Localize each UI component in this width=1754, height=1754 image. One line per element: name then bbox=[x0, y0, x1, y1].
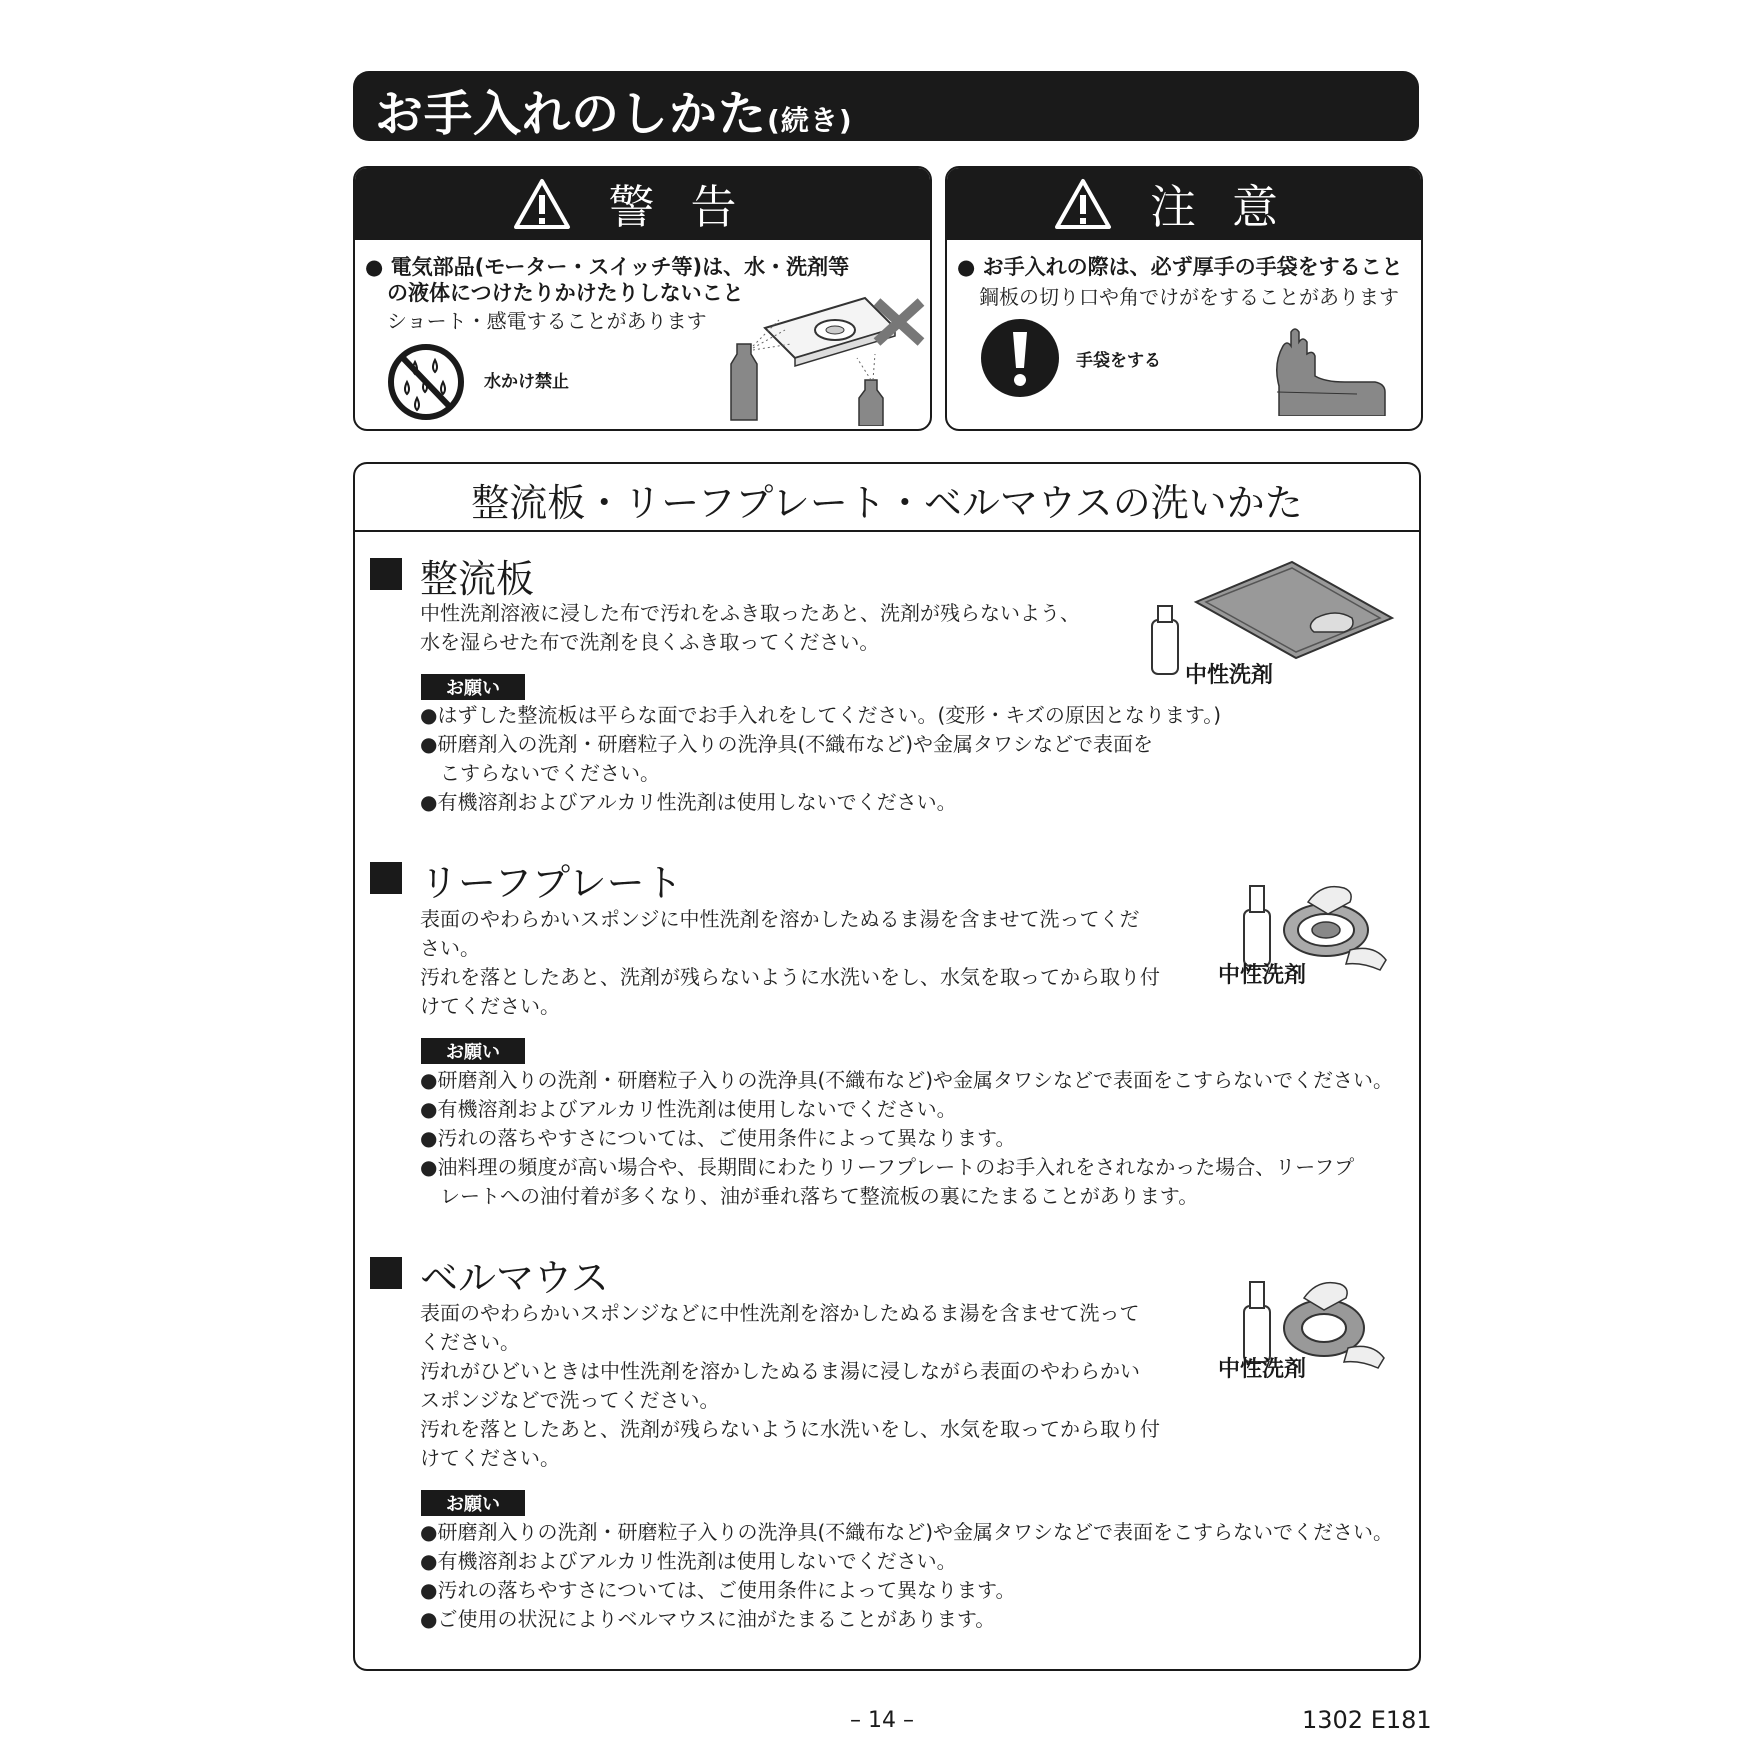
request-badge: お願い bbox=[421, 1038, 525, 1064]
warning-note: ショート・感電することがあります bbox=[387, 309, 707, 333]
section-body-line: 表面のやわらかいスポンジなどに中性洗剤を溶かしたぬるま湯を含ませて洗って bbox=[420, 1301, 1140, 1325]
caution-note: 鋼板の切り口や角でけがをすることがあります bbox=[979, 285, 1399, 309]
section-marker-square bbox=[370, 862, 402, 894]
section-marker-square bbox=[370, 1257, 402, 1289]
page-number: – 14 – bbox=[850, 1708, 914, 1733]
main-header-divider bbox=[353, 530, 1421, 532]
request-bullet: こすらないでください。 bbox=[420, 761, 660, 785]
mandatory-action-icon bbox=[980, 318, 1060, 398]
warning-box bbox=[353, 166, 932, 431]
main-section-title: 整流板・リーフプレート・ベルマウスの洗いかた bbox=[471, 481, 1303, 525]
section-body-line: けてください。 bbox=[420, 994, 560, 1018]
request-bullet: ●はずした整流板は平らな面でお手入れをしてください。(変形・キズの原因となります。) bbox=[420, 703, 1222, 727]
request-bullet: ●研磨剤入の洗剤・研磨粒子入りの洗浄具(不織布など)や金属タワシなどで表面を bbox=[420, 732, 1154, 756]
glove-label: 手袋をする bbox=[1076, 351, 1161, 371]
section-body-line: けてください。 bbox=[420, 1446, 560, 1470]
section-body-line: スポンジなどで洗ってください。 bbox=[420, 1388, 720, 1412]
request-bullet: ●油料理の頻度が高い場合や、長期間にわたりリーフプレートのお手入れをされなかった場合、リーフプ bbox=[420, 1155, 1355, 1179]
detergent-label: 中性洗剤 bbox=[1218, 963, 1307, 988]
section-body-line: ください。 bbox=[420, 1330, 520, 1354]
section-body-line: さい。 bbox=[420, 936, 480, 960]
document-code: 1302 E181 bbox=[1302, 1706, 1432, 1734]
section-marker-square bbox=[370, 558, 402, 590]
request-bullet: レートへの油付着が多くなり、油が垂れ落ちて整流板の裏にたまることがあります。 bbox=[420, 1184, 1199, 1208]
section-body-line: 汚れを落としたあと、洗剤が残らないように水洗いをし、水気を取ってから取り付 bbox=[420, 1417, 1160, 1441]
request-badge: お願い bbox=[421, 674, 525, 700]
warning-heading: 警告 bbox=[608, 180, 773, 234]
warning-line-1: ● 電気部品(モーター・スイッチ等)は、水・洗剤等 bbox=[365, 255, 850, 279]
request-bullet: ●研磨剤入りの洗剤・研磨粒子入りの洗浄具(不織布など)や金属タワシなどで表面をこすらないでください。 bbox=[420, 1068, 1394, 1092]
request-bullet: ●有機溶剤およびアルカリ性洗剤は使用しないでください。 bbox=[420, 1097, 957, 1121]
spray-range-hood-illustration bbox=[725, 288, 925, 426]
request-bullet: ●有機溶剤およびアルカリ性洗剤は使用しないでください。 bbox=[420, 790, 957, 814]
caution-triangle-icon bbox=[1054, 178, 1112, 230]
detergent-label: 中性洗剤 bbox=[1185, 663, 1274, 688]
section-heading-bellmouth: ベルマウス bbox=[420, 1256, 609, 1300]
page-title-suffix: (続き) bbox=[767, 104, 853, 137]
request-bullet: ●研磨剤入りの洗剤・研磨粒子入りの洗浄具(不織布など)や金属タワシなどで表面をこすらないでください。 bbox=[420, 1520, 1394, 1544]
caution-line-1: ● お手入れの際は、必ず厚手の手袋をすること bbox=[957, 255, 1403, 279]
section-body-line: 汚れがひどいときは中性洗剤を溶かしたぬるま湯に浸しながら表面のやわらかい bbox=[420, 1359, 1140, 1383]
request-bullet: ●汚れの落ちやすさについては、ご使用条件によって異なります。 bbox=[420, 1578, 1016, 1602]
caution-box bbox=[945, 166, 1423, 431]
request-badge: お願い bbox=[421, 1490, 525, 1516]
no-water-label: 水かけ禁止 bbox=[484, 372, 569, 392]
section-heading-baffle: 整流板 bbox=[420, 557, 535, 601]
page-title-text: お手入れのしかた bbox=[375, 86, 768, 142]
page-title bbox=[375, 75, 853, 144]
no-water-icon bbox=[385, 342, 467, 422]
warning-line-2: の液体につけたりかけたりしないこと bbox=[387, 281, 744, 305]
warning-header bbox=[355, 168, 930, 240]
request-bullet: ●有機溶剤およびアルカリ性洗剤は使用しないでください。 bbox=[420, 1549, 957, 1573]
glove-hand-illustration bbox=[1257, 324, 1407, 416]
page-title-bar bbox=[353, 71, 1419, 141]
request-bullet: ●ご使用の状況によりベルマウスに油がたまることがあります。 bbox=[420, 1607, 996, 1631]
section-body-line: 表面のやわらかいスポンジに中性洗剤を溶かしたぬるま湯を含ませて洗ってくだ bbox=[420, 907, 1140, 931]
section-body-line: 汚れを落としたあと、洗剤が残らないように水洗いをし、水気を取ってから取り付 bbox=[420, 965, 1160, 989]
section-body-line: 水を湿らせた布で洗剤を良くふき取ってください。 bbox=[420, 630, 880, 654]
section-body-line: 中性洗剤溶液に浸した布で汚れをふき取ったあと、洗剤が残らないよう、 bbox=[420, 601, 1080, 625]
caution-header bbox=[947, 168, 1421, 240]
warning-triangle-icon bbox=[513, 178, 571, 230]
request-bullet: ●汚れの落ちやすさについては、ご使用条件によって異なります。 bbox=[420, 1126, 1016, 1150]
section-heading-leaf-plate: リーフプレート bbox=[420, 861, 683, 905]
detergent-label: 中性洗剤 bbox=[1218, 1357, 1307, 1382]
caution-heading: 注意 bbox=[1150, 180, 1314, 234]
